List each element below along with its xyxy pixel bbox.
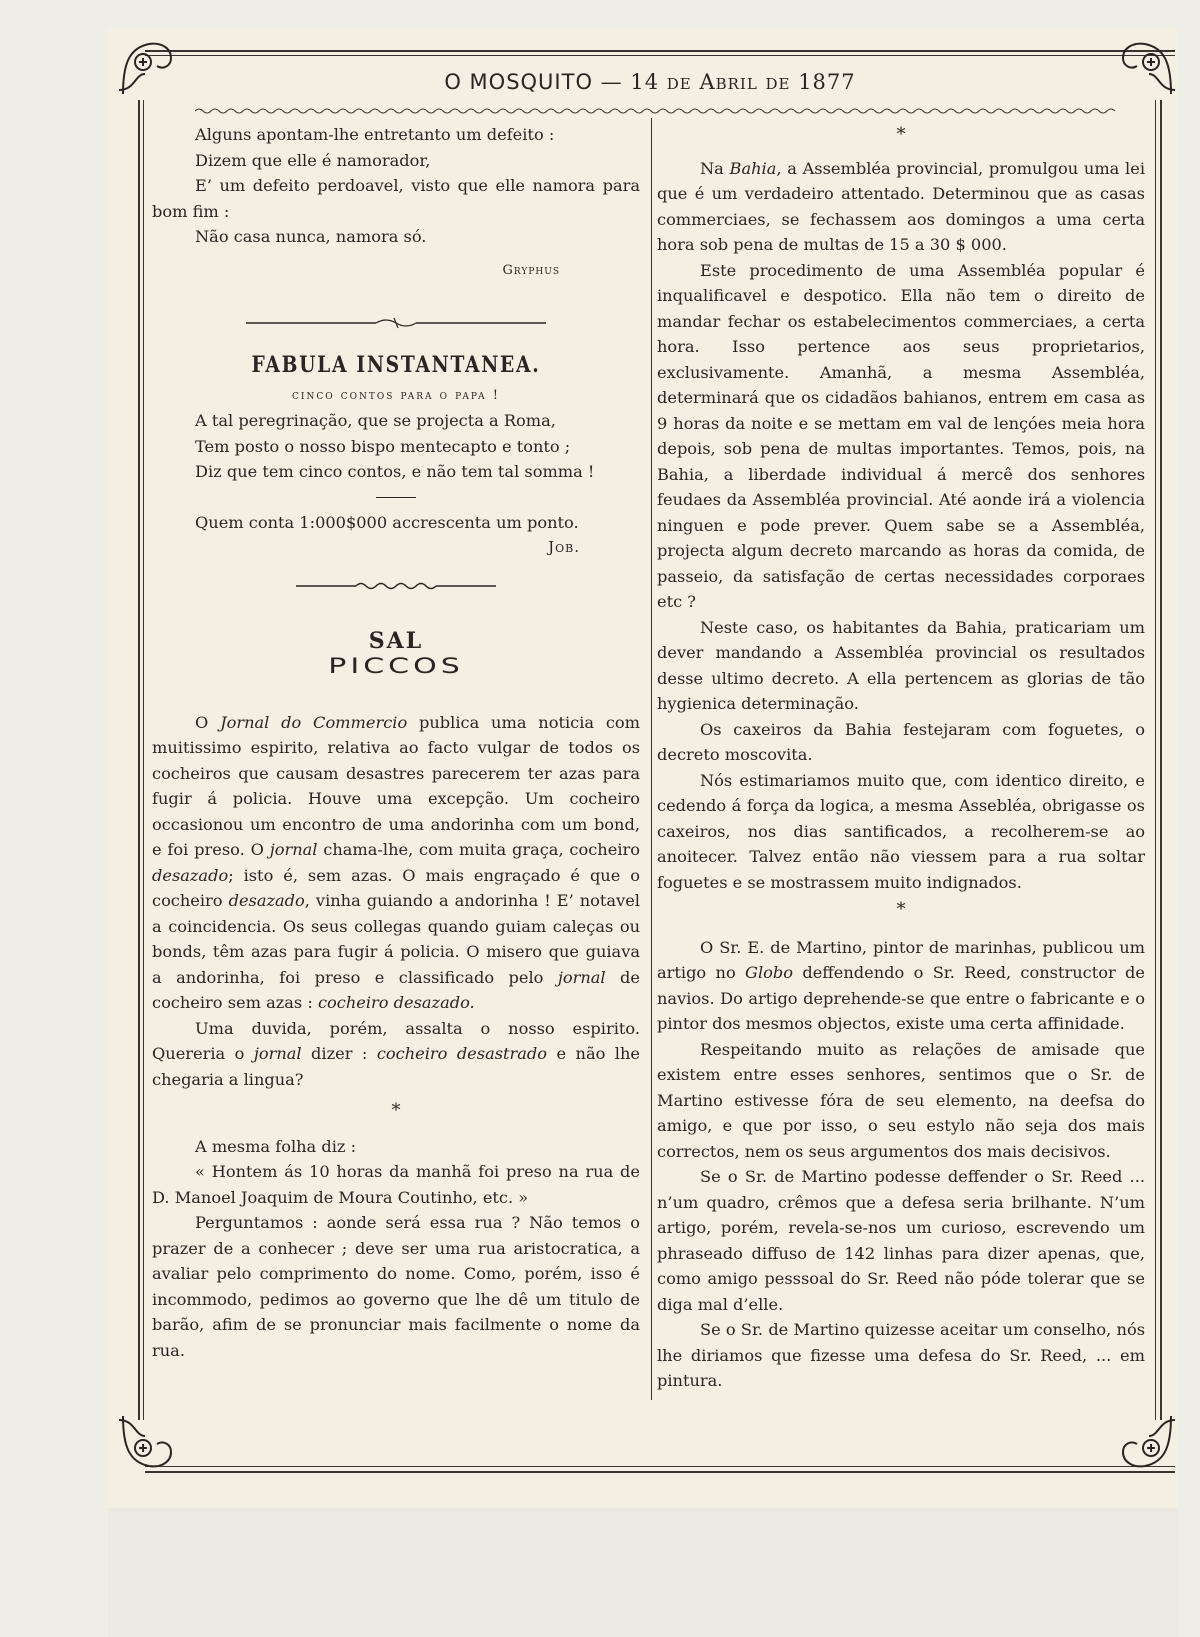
corner-ornament-bottom-left-icon	[115, 1412, 179, 1476]
paragraph	[657, 156, 1145, 258]
left-column	[152, 122, 640, 1363]
fabula-line: Quem conta 1:000$000 accrescenta um ponto.	[195, 512, 579, 532]
section-title-piccos: PICCOS	[328, 654, 464, 679]
text: ; isto é, sem azas. O mais engraçado é que o cocheiro	[152, 865, 640, 910]
page-header	[300, 70, 1000, 94]
corner-ornament-top-right-icon	[1115, 34, 1179, 98]
paragraph: Perguntamos : aonde será essa rua ? Não temos o prazer de a conhecer ; deve ser uma rua aristocratica, a avaliar pelo comprimento do nome. Como, porém, isso é incommodo, pedimos ao governo que lhe dê um titulo de barão, afim de se pronunciar mais facilmente o nome da rua.	[152, 1213, 640, 1360]
frame-border-top	[145, 50, 1175, 52]
text: e não lhe chegaria a lingua?	[152, 1044, 640, 1089]
italic-text: desazado	[228, 891, 305, 910]
corner-ornament-top-left-icon	[115, 34, 179, 98]
text: de cocheiro sem azas :	[152, 967, 640, 1012]
text: O	[195, 712, 221, 732]
italic-text: Bahia	[729, 158, 777, 178]
page-margin	[108, 1508, 1178, 1637]
fabula-subtitle: cinco contos para o papa !	[292, 387, 500, 403]
paragraph: A mesma folha diz :	[195, 1136, 357, 1156]
italic-text: jornal	[557, 967, 606, 987]
masthead-title: O MOSQUITO	[444, 70, 593, 94]
header-year: 1877	[798, 70, 856, 94]
paragraph	[657, 935, 1145, 1037]
section-divider-ornament	[246, 317, 546, 329]
frame-border-top-inner	[145, 55, 1175, 56]
fabula-line: Tem posto o nosso bispo mentecapto e tonto ;	[195, 436, 571, 456]
frame-border-left	[138, 100, 140, 1420]
signature-gryphus: Gryphus	[502, 262, 560, 278]
italic-text: Globo	[745, 963, 794, 982]
column-divider	[651, 118, 652, 1400]
fabula-title: FABULA INSTANTANEA.	[251, 352, 541, 378]
frame-border-right-inner	[1155, 100, 1156, 1420]
frame-border-bottom	[145, 1471, 1175, 1473]
text: chama-lhe, com muita graça, cocheiro	[317, 840, 640, 859]
asterism: *	[896, 899, 906, 920]
text: Uma duvida, porém, assalta o nosso espirito. Quereria o	[152, 1018, 640, 1063]
header-wavy-rule	[195, 107, 1120, 115]
text: deffendendo o Sr. Reed, constructor de navios. Do artigo deprehende-se que entre o fabricante e o pintor dos mesmos objectos, existe uma certa affinidade.	[657, 963, 1145, 1033]
paragraph: Se o Sr. de Martino podesse deffender o Sr. Reed ... n’um quadro, crêmos que a defesa seria brilhante. N’um artigo, porém, revela-se-nos um curioso, escrevendo um phraseado diffuso de 142 linhas para dizer apenas, que, como amigo pesssoal do Sr. Reed não póde tolerar que se diga mal d’elle.	[657, 1167, 1145, 1314]
paragraph: Neste caso, os habitantes da Bahia, praticariam um dever mandando a Assembléa provincial os resultados desse ultimo decreto. A ella pertencem as glorias de tão hygienica determinação.	[657, 617, 1145, 713]
fabula-line: A tal peregrinação, que se projecta a Roma,	[195, 411, 556, 430]
paragraph: Nós estimariamos muito que, com identico direito, e cedendo á força da logica, a mesma Assebléa, obrigasse os caxeiros, nos dias santificados, a recolherem-se ao anoitecer. Talvez então não viessem para a rua soltar foguetes e se mostrassem muito indignados.	[657, 770, 1145, 892]
text: publica uma noticia com muitissimo espirito, relativa ao facto vulgar de todos os cocheiros que causam desastres parecerem ter azas para fugir á policia. Houve uma excepção. Um cocheiro occasionou um encontro de uma andorinha com um bond, e foi preso. O	[152, 712, 641, 859]
fabula-line: Diz que tem cinco contos, e não tem tal somma !	[195, 462, 595, 481]
italic-text: cocheiro desazado.	[317, 993, 475, 1012]
right-column	[657, 122, 1145, 1394]
corner-ornament-bottom-right-icon	[1115, 1412, 1179, 1476]
italic-text: jornal	[253, 1044, 302, 1063]
italic-text: jornal	[269, 840, 318, 859]
frame-border-left-inner	[143, 100, 144, 1420]
section-title-sal: SAL	[368, 627, 424, 654]
italic-text: cocheiro desastrado	[376, 1044, 548, 1063]
paragraph: Os caxeiros da Bahia festejaram com foguetes, o decreto moscovita.	[657, 719, 1145, 764]
text: dizer :	[301, 1044, 377, 1063]
header-dash: —	[600, 70, 623, 94]
poem-line: E’ um defeito perdoavel, visto que elle namora para bom fim :	[152, 176, 640, 221]
header-day: 14	[630, 70, 660, 94]
header-de: de	[666, 70, 692, 94]
text: , vinha guiando a andorinha ! E’ notavel a coincidencia. Os seus collegas quando guiam caleças ou bonds, têm azas para fugir á policia. O misero que guiava a andorinha, foi preso e classificado pelo	[152, 891, 640, 987]
text: Na	[700, 158, 730, 178]
header-month: Abril	[699, 70, 758, 94]
text: O Sr. E. de Martino, pintor de marinhas, publicou um artigo no	[657, 937, 1145, 982]
fabula-short-rule	[376, 497, 416, 498]
paragraph	[152, 1016, 640, 1093]
frame-border-right	[1160, 100, 1162, 1420]
asterism: *	[391, 1100, 401, 1121]
paragraph: Respeitando muito as relações de amisade que existem entre esses senhores, sentimos que o Sr. de Martino estivesse fóra de seu elemento, na deefsa do amigo, e que por isso, o seu estylo não seja dos mais correctos, nem os seus argumentos dos mais decisivos.	[657, 1039, 1145, 1161]
header-de-2: de	[765, 70, 791, 94]
poem-line: Alguns apontam-lhe entretanto um defeito :	[195, 125, 555, 144]
italic-text: Jornal do Commercio	[220, 712, 408, 732]
signature-job: Job.	[548, 538, 580, 556]
paragraph: Se o Sr. de Martino quizesse aceitar um conselho, nós lhe diriamos que fizesse uma defesa do Sr. Reed, ... em pintura.	[657, 1320, 1145, 1390]
asterism: *	[896, 124, 906, 145]
paragraph	[152, 710, 640, 1016]
text: , a Assembléa provincial, promulgou uma lei que é um verdadeiro attentado. Determinou que as casas commerciaes, se fechassem aos domingos a uma certa hora sob pena de multas de 15 a 30 $ 000.	[657, 158, 1145, 254]
section-divider-ornament	[296, 581, 496, 591]
paragraph: « Hontem ás 10 horas da manhã foi preso na rua de D. Manoel Joaquim de Moura Coutinho, etc. »	[152, 1162, 640, 1207]
poem-line: Dizem que elle é namorador,	[195, 150, 431, 170]
frame-border-bottom-inner	[145, 1466, 1175, 1467]
paragraph: Este procedimento de uma Assembléa popular é inqualificavel e despotico. Ella não tem o direito de mandar fechar os estabelecimentos commerciaes, a certa hora. Isso pertence aos seus proprietarios, exclusivamente. Amanhã, a mesma Assembléa, determinará que os cidadãos bahianos, entrem em casa as 9 horas da noite e se mettam em val de lençóes meia hora depois, sob pena de multas importantes. Temos, pois, na Bahia, a liberdade individual á mercê dos senhores feudaes da Assembléa provincial. Até aonde irá a violencia ninguen e pode prever. Quem sabe se a Assembléa, projecta algum decreto marcando as horas da comida, de passeio, da satisfação de certas necessidades corporaes etc ?	[657, 260, 1145, 611]
italic-text: desazado	[152, 865, 229, 885]
poem-line: Não casa nunca, namora só.	[195, 227, 427, 246]
